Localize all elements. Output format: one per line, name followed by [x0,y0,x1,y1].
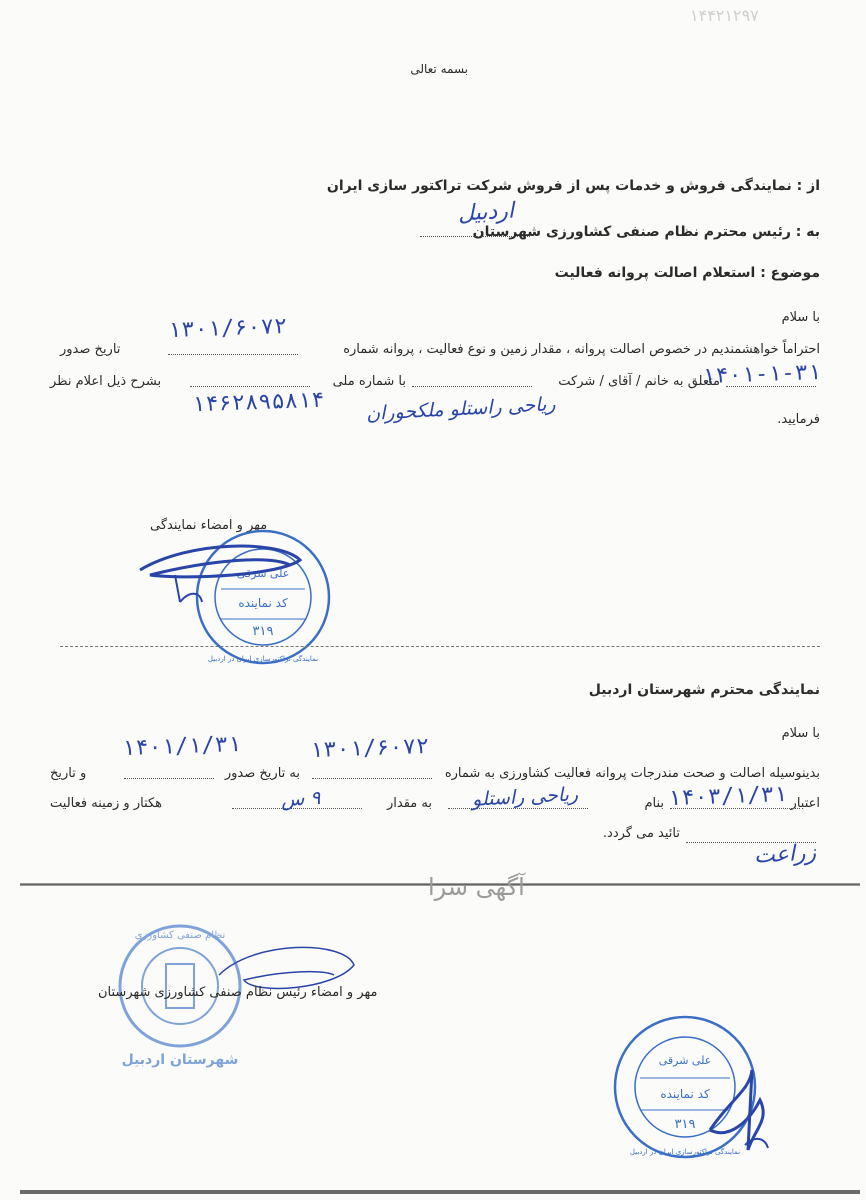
union-stamp-city: شهرستان اردبیل [121,1052,239,1068]
reply-license-handwritten: ۱۳۰۱/۶۰۷۲ [309,733,430,764]
stamp-top-name: علی شرقی [236,567,290,580]
body-line2-b: با شماره ملی [332,374,406,389]
reply-line1-b: به تاریخ صدور [224,766,300,781]
reply-validity-handwritten: ۱۴۰۳/۱/۳۱ [667,781,788,812]
to-city-handwritten: اردبیل [457,198,515,227]
body-line2-a: متعلق به خانم / آقای / شرکت [558,374,720,389]
scan-code: ۱۴۴۲۱۲۹۷ [690,6,759,25]
license-dots [168,354,298,355]
letter-greeting: با سلام [781,310,820,325]
reply-date-dots [124,778,214,779]
national-id-dots [190,386,310,387]
reply-line2-d: هکتار و زمینه فعالیت [50,796,163,811]
basmala: بسمه تعالی [410,62,468,76]
reply-line2-b: بنام [644,796,664,811]
reply-line2-a: اعتبار [790,796,820,811]
body-line3: فرمایید. [777,412,820,427]
national-id-handwritten: ۱۴۶۲۸۹۵۸۱۴ [191,387,325,418]
owner-dots [412,386,532,387]
reply-issue-date-handwritten: ۱۴۰۱/۱/۳۱ [121,731,242,762]
bottom-edge [20,1190,860,1194]
issue-date-handwritten: ۱۴۰۱-۱-۳۱ [701,359,822,390]
owner-name-handwritten: ریاحی راستلو ملکحوران [365,393,557,425]
union-signature-label: مهر و امضاء رئیس نظام صنفی کشاورزی شهرستان [98,985,378,1000]
reply-to: نمایندگی محترم شهرستان اردبیل [588,682,820,698]
body-line1-b: تاریخ صدور [60,342,121,357]
section-divider-dashed [60,646,820,647]
stamp-bottom-center: کد نماینده [660,1087,710,1101]
union-stamp-ring: نظام صنفی کشاورزی [134,930,226,941]
letter-from: از : نمایندگی فروش و خدمات پس از فروش شرکت تراکتور سازی ایران [326,178,820,194]
reply-line3: تائید می گردد. [602,826,680,841]
stamp-top-center: کد نماینده [238,596,288,610]
reply-license-dots [312,778,432,779]
reply-greeting: با سلام [781,726,820,741]
to-dots [420,236,530,237]
reply-line1-c: و تاریخ [50,766,87,781]
body-line2-c: بشرح ذیل اعلام نظر [50,374,162,389]
reply-name-handwritten: ریاحی راستلو [471,783,579,811]
dealer-signature-label: مهر و امضاء نمایندگی [150,518,268,533]
body-line1-a: احتراماً خواهشمندیم در خصوص اصالت پروانه ، مقدار زمین و نوع فعالیت ، پروانه شماره [343,342,820,357]
watermark: آگهی سرا [428,873,525,901]
dealer-signature-scribble-bottom [690,1060,830,1170]
stamp-bottom-name: علی شرقی [658,1054,712,1067]
reply-line1-a: بدینوسیله اصالت و صحت مندرجات پروانه فعالیت کشاورزی به شماره [444,766,820,781]
reply-line2-c: به مقدار [387,796,432,811]
stamp-top-code: ۳۱۹ [252,624,274,639]
letter-to: به : رئیس محترم نظام صنفی کشاورزی شهرستان [472,224,820,240]
stamp-top-ring: نمایندگی تراکتورسازی ایران در اردبیل [207,655,319,663]
reply-area-handwritten: ۹ س [279,786,321,812]
letter-subject: موضوع : استعلام اصالت پروانه فعالیت [554,265,820,281]
reply-activity-handwritten: زراعت [753,840,817,869]
stamp-bottom-ring: نمایندگی تراکتورسازی ایران در اردبیل [629,1148,741,1156]
dealer-signature-scribble-top [130,530,310,620]
license-number-handwritten: ۱۳۰۱/۶۰۷۲ [167,313,288,344]
stamp-bottom-code: ۳۱۹ [674,1117,696,1132]
